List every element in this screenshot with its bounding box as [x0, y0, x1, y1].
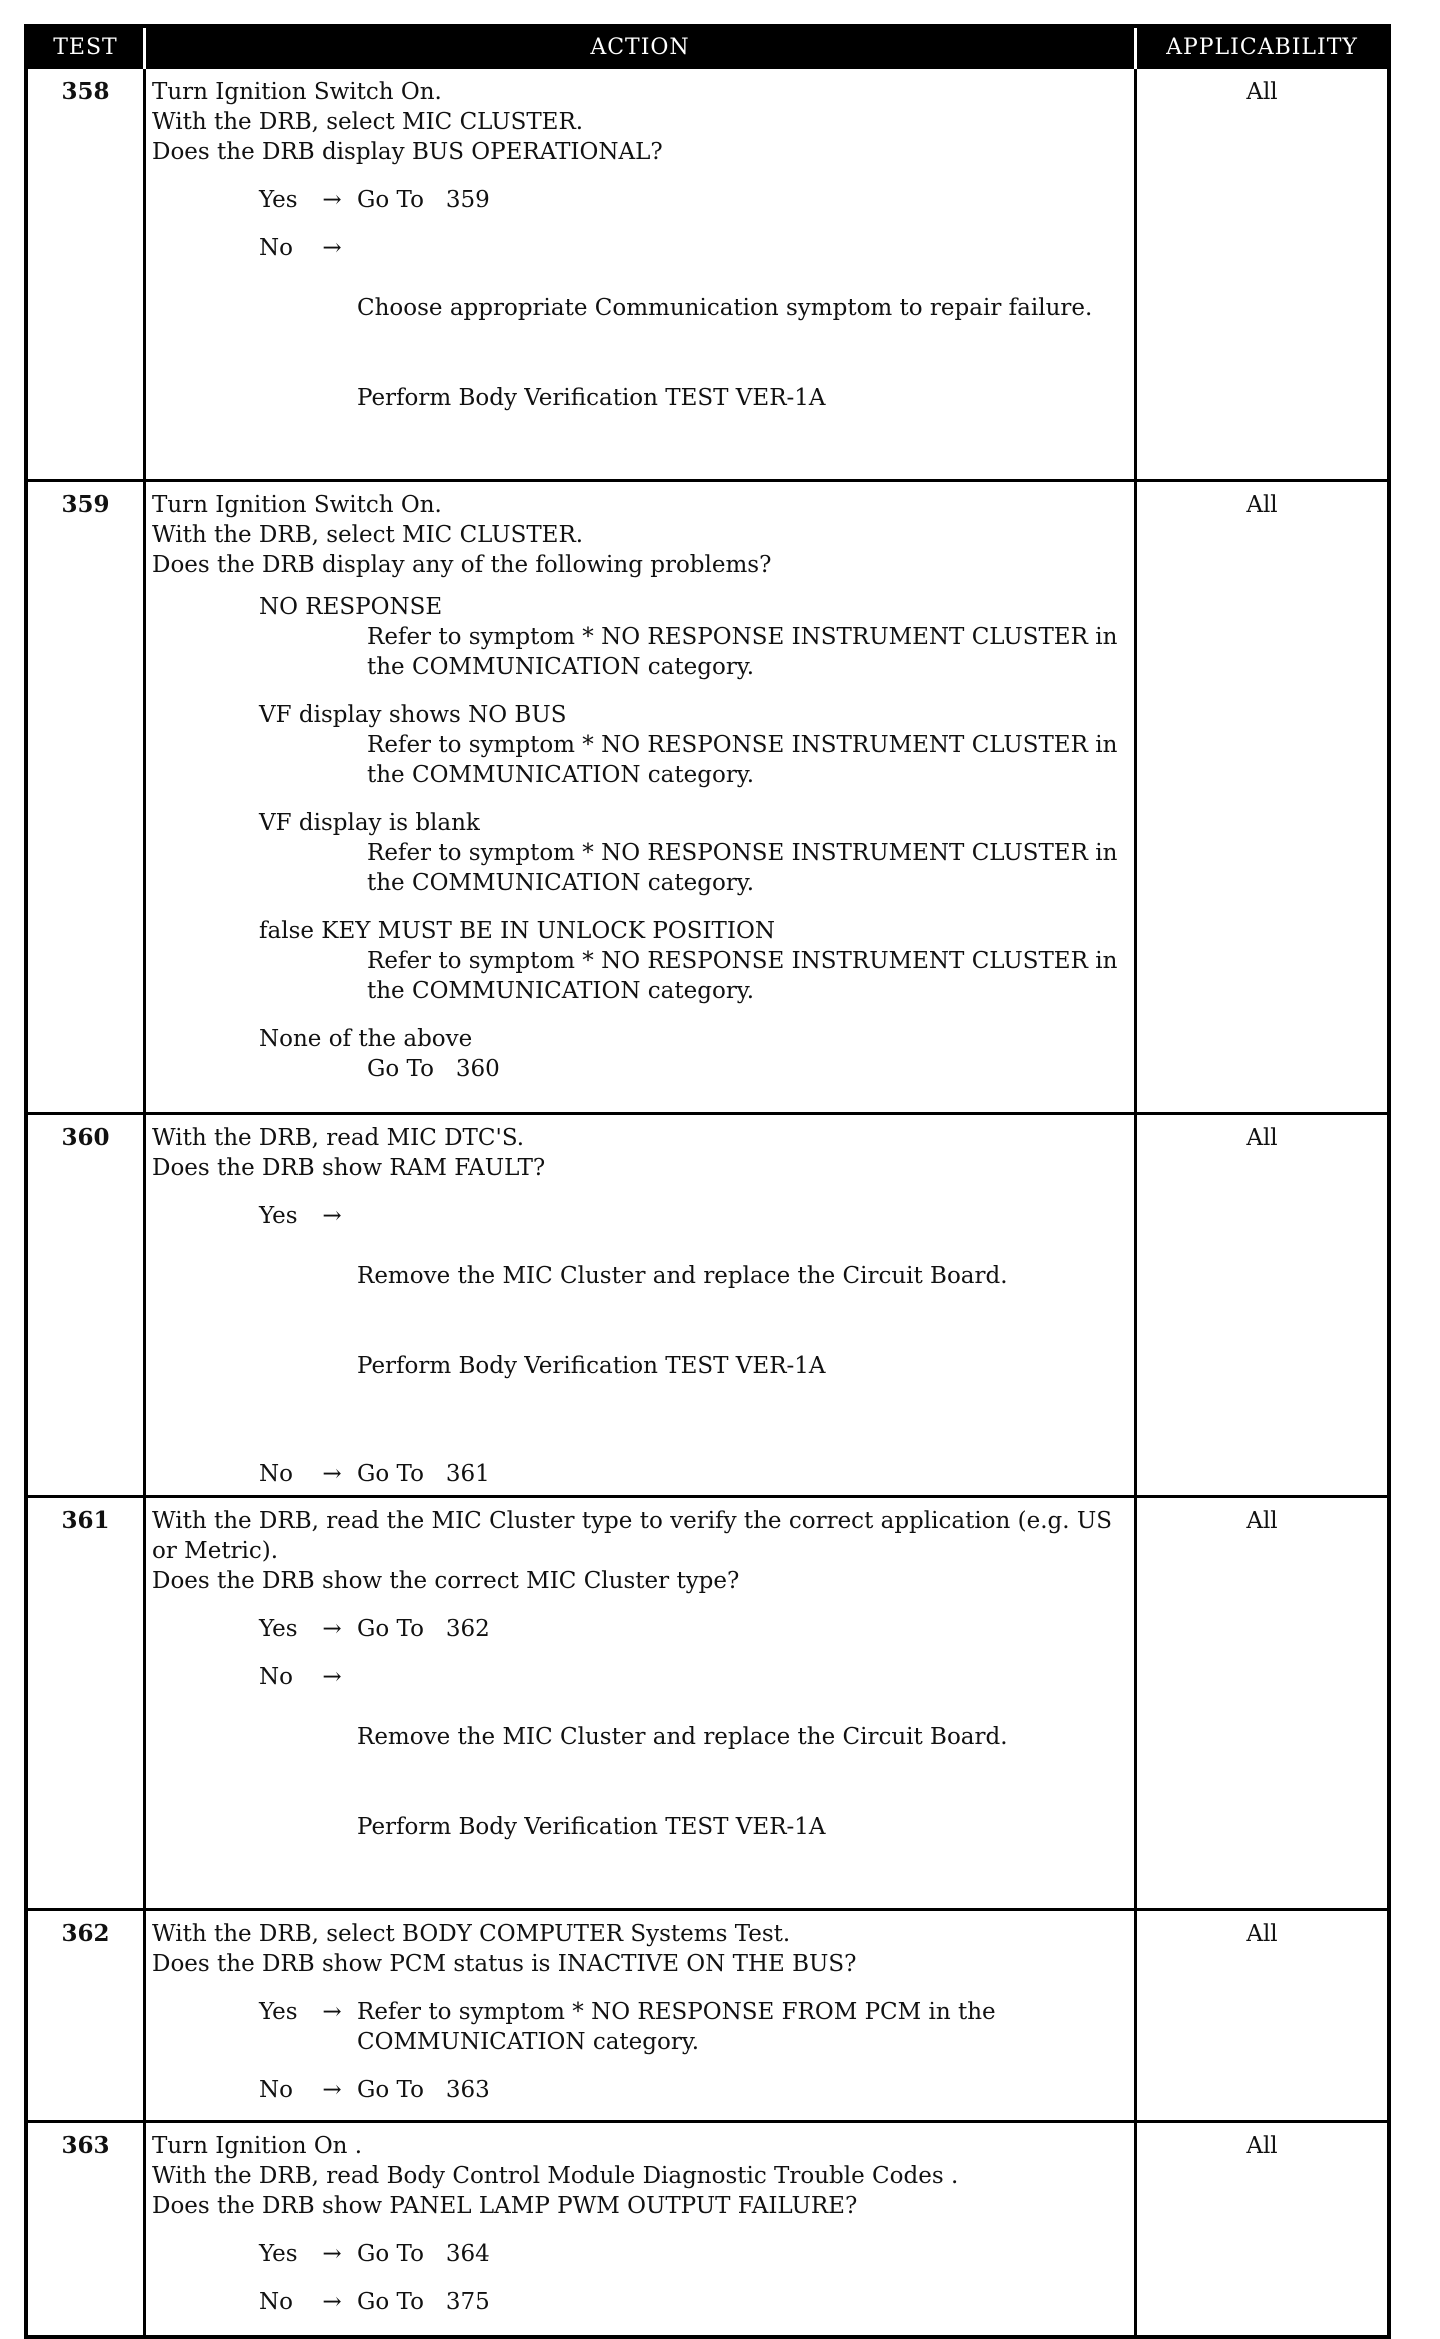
action-cell: [145, 1114, 1136, 1497]
applicability-value: All: [1136, 68, 1390, 481]
diagnostic-test-table: [24, 24, 1391, 2339]
step-text: With the DRB, read MIC DTC'S.: [152, 1125, 525, 1151]
branch-result: Go To 359: [357, 187, 490, 213]
branch-label: No: [259, 2289, 293, 2315]
arrow-icon: →: [322, 1999, 342, 2025]
branch-result: Go To 362: [357, 1616, 490, 1642]
question-text: Does the DRB show PCM status is INACTIVE ON THE BUS?: [152, 1951, 857, 1977]
applicability-value: All: [1136, 481, 1390, 1114]
branch-result-line: Perform Body Verification TEST VER-1A: [357, 385, 826, 411]
arrow-icon: →: [322, 1616, 342, 1642]
branch-label: Yes: [259, 1203, 298, 1229]
yes-branch: [259, 1201, 1128, 1441]
step-text: With the DRB, select MIC CLUSTER.: [152, 522, 584, 548]
step-text: With the DRB, read Body Control Module Diagnostic Trouble Codes .: [152, 2163, 959, 2189]
table-row: [26, 68, 1389, 481]
arrow-icon: →: [322, 187, 342, 213]
branch-result-line: Remove the MIC Cluster and replace the Circuit Board.: [357, 1724, 1008, 1750]
problem-option: [259, 808, 1128, 898]
step-text: Turn Ignition Switch On.: [152, 492, 442, 518]
option-result: Refer to symptom * NO RESPONSE INSTRUMENT CLUSTER in the COMMUNICATION category.: [367, 948, 1125, 1004]
header-applicability: APPLICABILITY: [1136, 26, 1390, 68]
branch-result: Go To 375: [357, 2289, 490, 2315]
table-row: [26, 2122, 1389, 2337]
arrow-icon: →: [322, 235, 342, 261]
header-action: ACTION: [145, 26, 1136, 68]
arrow-icon: →: [322, 2077, 342, 2103]
problem-option: [259, 700, 1128, 790]
test-number: 363: [26, 2122, 145, 2337]
branch-result: [357, 1201, 1128, 1441]
no-branch: [259, 2075, 1128, 2105]
step-text: Turn Ignition Switch On.: [152, 79, 442, 105]
applicability-value: All: [1136, 2122, 1390, 2337]
table-row: [26, 1114, 1389, 1497]
question-text: Does the DRB display any of the following problems?: [152, 552, 772, 578]
yes-branch: [259, 2239, 1128, 2269]
option-label: VF display is blank: [259, 810, 480, 836]
no-branch: [259, 233, 1128, 473]
branch-label: No: [259, 1664, 293, 1690]
problem-option: [259, 592, 1128, 682]
header-test: TEST: [26, 26, 145, 68]
branch-result-line: Choose appropriate Communication symptom to repair failure.: [357, 295, 1093, 321]
yes-branch: [259, 185, 1128, 215]
step-text: With the DRB, select MIC CLUSTER.: [152, 109, 584, 135]
yes-branch: [259, 1614, 1128, 1644]
branch-result-line: Perform Body Verification TEST VER-1A: [357, 1353, 826, 1379]
yes-branch: [259, 1997, 1128, 2057]
table-row: [26, 481, 1389, 1114]
problem-option: [259, 916, 1128, 1006]
branch-result: Go To 364: [357, 2241, 490, 2267]
option-label: NO RESPONSE: [259, 594, 443, 620]
question-text: Does the DRB show RAM FAULT?: [152, 1155, 546, 1181]
applicability-value: All: [1136, 1910, 1390, 2122]
problem-option: [259, 1024, 1128, 1084]
question-text: Does the DRB show PANEL LAMP PWM OUTPUT FAILURE?: [152, 2193, 858, 2219]
question-text: Does the DRB display BUS OPERATIONAL?: [152, 139, 663, 165]
test-number: 359: [26, 481, 145, 1114]
branch-label: No: [259, 2077, 293, 2103]
action-cell: [145, 2122, 1136, 2337]
option-result: Refer to symptom * NO RESPONSE INSTRUMENT CLUSTER in the COMMUNICATION category.: [367, 624, 1125, 680]
test-number: 361: [26, 1497, 145, 1910]
step-text: With the DRB, select BODY COMPUTER Systems Test.: [152, 1921, 791, 1947]
option-result: Refer to symptom * NO RESPONSE INSTRUMENT CLUSTER in the COMMUNICATION category.: [367, 840, 1125, 896]
option-label: VF display shows NO BUS: [259, 702, 567, 728]
branch-label: Yes: [259, 1616, 298, 1642]
branch-label: Yes: [259, 2241, 298, 2267]
action-cell: [145, 68, 1136, 481]
table-row: [26, 1910, 1389, 2122]
branch-result: Refer to symptom * NO RESPONSE FROM PCM in the COMMUNICATION category.: [357, 1999, 1003, 2055]
branch-result: [357, 233, 1128, 473]
branch-result-line: Perform Body Verification TEST VER-1A: [357, 1814, 826, 1840]
option-result: Refer to symptom * NO RESPONSE INSTRUMENT CLUSTER in the COMMUNICATION category.: [367, 732, 1125, 788]
action-cell: [145, 1910, 1136, 2122]
applicability-value: All: [1136, 1497, 1390, 1910]
option-result: Go To 360: [367, 1056, 500, 1082]
question-text: Does the DRB show the correct MIC Cluster type?: [152, 1568, 740, 1594]
action-cell: [145, 1497, 1136, 1910]
option-label: None of the above: [259, 1026, 473, 1052]
no-branch: [259, 1662, 1128, 1902]
branch-result: [357, 1662, 1128, 1902]
table-header-row: [26, 26, 1389, 68]
branch-label: Yes: [259, 187, 298, 213]
no-branch: [259, 1459, 1128, 1489]
step-text: Turn Ignition On .: [152, 2133, 363, 2159]
arrow-icon: →: [322, 2289, 342, 2315]
action-cell: [145, 481, 1136, 1114]
option-label: false KEY MUST BE IN UNLOCK POSITION: [259, 918, 775, 944]
no-branch: [259, 2287, 1128, 2317]
branch-label: No: [259, 1461, 293, 1487]
step-text: With the DRB, read the MIC Cluster type to verify the correct application (e.g. US or Metric).: [152, 1508, 1113, 1564]
applicability-value: All: [1136, 1114, 1390, 1497]
test-number: 362: [26, 1910, 145, 2122]
arrow-icon: →: [322, 1664, 342, 1690]
branch-result-line: Remove the MIC Cluster and replace the Circuit Board.: [357, 1263, 1008, 1289]
test-number: 358: [26, 68, 145, 481]
test-number: 360: [26, 1114, 145, 1497]
branch-result: Go To 361: [357, 1461, 490, 1487]
arrow-icon: →: [322, 1203, 342, 1229]
arrow-icon: →: [322, 2241, 342, 2267]
branch-label: Yes: [259, 1999, 298, 2025]
branch-result: Go To 363: [357, 2077, 490, 2103]
table-row: [26, 1497, 1389, 1910]
branch-label: No: [259, 235, 293, 261]
arrow-icon: →: [322, 1461, 342, 1487]
